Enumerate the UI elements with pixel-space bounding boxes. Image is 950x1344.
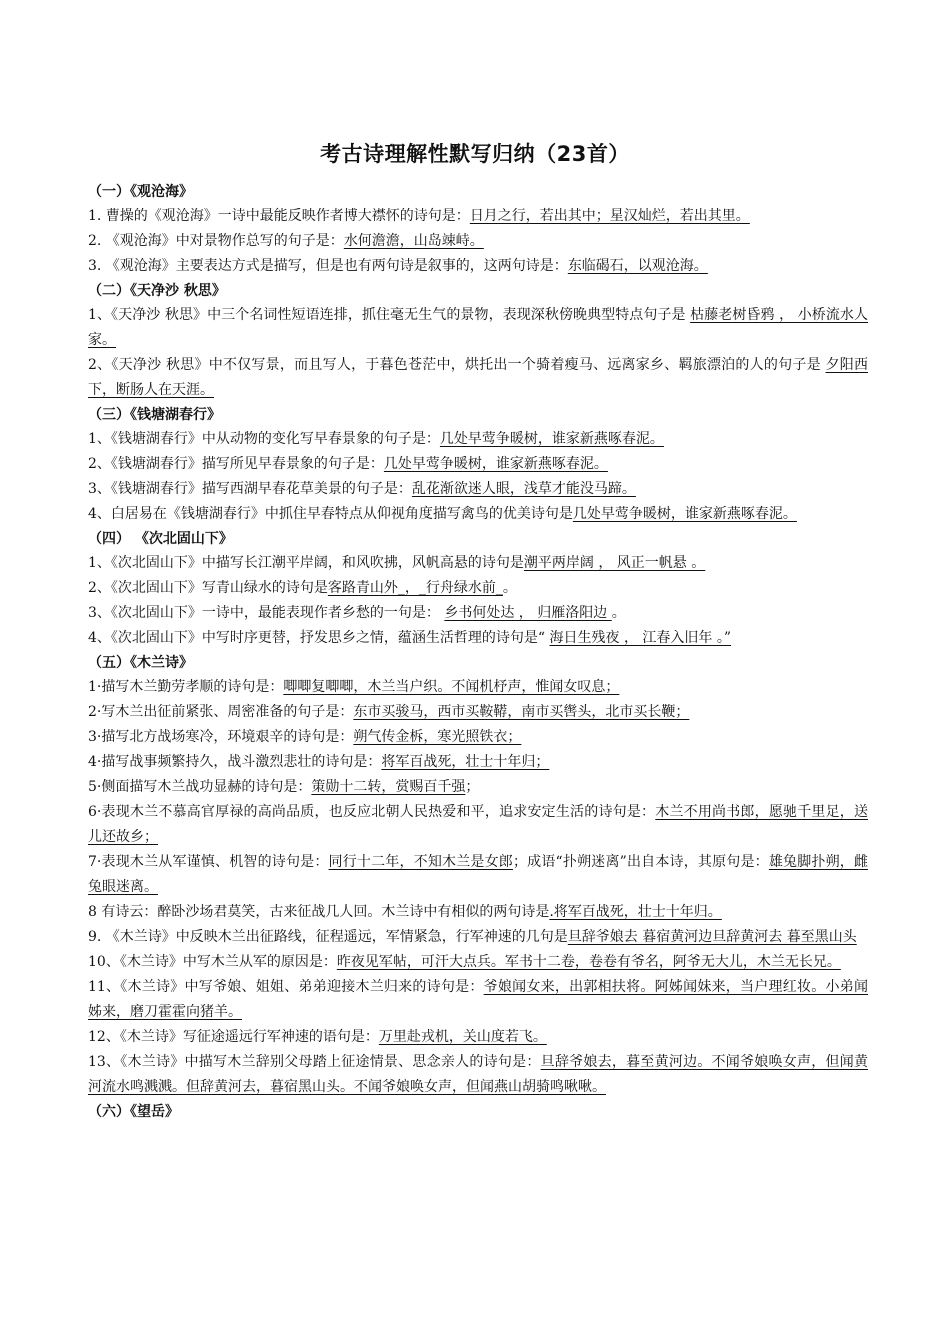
answer-text: 爷娘闻女来，出郭相扶将。阿姊闻妹来，当户理红妆。小弟闻姊来，磨刀霍霍向猪羊。: [88, 979, 868, 1020]
question-text: 9. 《木兰诗》中反映木兰出征路线，征程遥远，军情紧急，行军神速的几句是: [88, 929, 568, 945]
question-text: 1、《天净沙 秋思》中三个名词性短语连排，抓住毫无生气的景物，表现深秋傍晚典型特点句子是: [88, 307, 691, 323]
answer-text: 雄兔脚扑朔，雌兔眼迷离。: [88, 854, 868, 895]
question-text: ；成语“扑朔迷离”出自本诗，其原句是：: [512, 854, 769, 870]
answer-text: 朔气传金柝，寒光照铁衣；: [353, 729, 522, 745]
question-text: 1、《次北固山下》中描写长江潮平岸阔，和风吹拂，风帆高悬的诗句是: [88, 555, 524, 571]
question-item: [88, 775, 868, 800]
answer-text: 唧唧复唧唧，木兰当户织。不闻机杼声，惟闻女叹息；: [283, 679, 620, 695]
answer-text: 乡书何处达 ， 归雁洛阳边: [444, 605, 612, 621]
question-text: 8 有诗云：醉卧沙场君莫笑，古来征战几人回。木兰诗中有相似的两句诗是: [88, 904, 550, 920]
question-item: [88, 254, 868, 279]
question-item: [88, 700, 868, 725]
answer-text: 几处早莺争暖树，谁家新燕啄春泥。: [572, 506, 797, 522]
question-text: 2、《次北固山下》写青山绿水的诗句是: [88, 580, 328, 596]
question-item: [88, 204, 868, 229]
question-item: [88, 427, 868, 452]
question-item: [88, 1050, 868, 1100]
question-item: [88, 353, 868, 403]
question-item: [88, 950, 868, 975]
question-item: [88, 303, 868, 353]
section-heading: （六）《望岳》: [88, 1104, 179, 1120]
answer-text: 策勋十二转，赏赐百千强: [311, 779, 466, 795]
question-item: [88, 675, 868, 700]
answer-text: 乱花渐欲迷人眼，浅草才能没马蹄。: [411, 481, 636, 497]
answer-text: 同行十二年，不知木兰是女郎: [328, 854, 513, 870]
answer-text: 夕阳西下，断肠人在天涯。: [88, 357, 869, 398]
question-text: ；: [465, 779, 480, 795]
question-item: [88, 477, 868, 502]
question-text: 5·侧面描写木兰战功显赫的诗句是：: [88, 779, 312, 795]
answer-text: .将军百战死，壮士十年归。: [549, 904, 722, 920]
question-text: 4·描写战事频繁持久，战斗激烈悲壮的诗句是：: [88, 754, 382, 770]
question-item: [88, 229, 868, 254]
section-heading: （二）《天净沙 秋思》: [88, 283, 226, 299]
question-text: 4、《次北固山下》中写时序更替，抒发思乡之情，蕴涵生活哲理的诗句是“: [88, 630, 550, 646]
question-text: 7·表现木兰从军谨慎、机智的诗句是：: [88, 854, 329, 870]
answer-text: 水何澹澹，山岛竦峙。: [343, 233, 484, 249]
question-text: 2、《钱塘湖春行》描写所见早春景象的句子是：: [88, 456, 384, 472]
question-text: 13、《木兰诗》中描写木兰辞别父母踏上征途情景、思念亲人的诗句是：: [88, 1054, 541, 1070]
question-text: 。: [502, 580, 517, 596]
question-text: 1·描写木兰勤劳孝顺的诗句是：: [88, 679, 284, 695]
question-item: [88, 975, 868, 1025]
question-text: 2. 《观沧海》中对景物作总写的句子是：: [88, 233, 344, 249]
answer-text: 客路青山外_，_行舟绿水前_: [327, 580, 503, 596]
answer-text: 日月之行，若出其中；星汉灿烂，若出其里。: [469, 208, 750, 224]
document-body: [88, 180, 868, 1124]
answer-text: 旦辞爷娘去，暮至黄河边。不闻爷娘唤女声，但闻黄河流水鸣溅溅。但辞黄河去，暮宿黑山头。不闻爷娘唤女声，但闻燕山胡骑鸣啾啾。: [88, 1054, 868, 1095]
question-item: [88, 900, 868, 925]
section-heading: （五）《木兰诗》: [88, 655, 193, 671]
answer-text: 几处早莺争暖树，谁家新燕啄春泥。: [383, 456, 608, 472]
section-heading: （四） 《次北固山下》: [88, 531, 233, 547]
question-item: [88, 502, 868, 527]
question-item: [88, 551, 868, 576]
question-item: [88, 725, 868, 750]
question-item: [88, 750, 868, 775]
answer-text: 东临碣石，以观沧海。: [567, 258, 708, 274]
answer-text: 海日生残夜 ， 江春入旧年 。”: [549, 630, 732, 646]
answer-text: 旦辞爷娘去 暮宿黄河边旦辞黄河去 暮至黑山头: [567, 929, 857, 945]
section-heading: （三）《钱塘湖春行》: [88, 407, 221, 423]
question-text: 。: [611, 605, 626, 621]
answer-text: 枯藤老树昏鸦 ， 小桥流水人家。: [88, 307, 869, 348]
question-item: [88, 800, 868, 850]
question-item: [88, 452, 868, 477]
question-text: 3·描写北方战场寒冷，环境艰辛的诗句是：: [88, 729, 354, 745]
answer-text: 昨夜见军帖，可汗大点兵。军书十二卷，卷卷有爷名，阿爷无大儿，木兰无长兄。: [336, 954, 841, 970]
question-text: 3、《次北固山下》一诗中，最能表现作者乡愁的一句是：: [88, 605, 445, 621]
question-item: [88, 850, 868, 900]
question-text: 11、《木兰诗》中写爷娘、姐姐、弟弟迎接木兰归来的诗句是：: [88, 979, 484, 995]
section-heading: （一）《观沧海》: [88, 184, 193, 200]
question-text: 2·写木兰出征前紧张、周密准备的句子是：: [88, 704, 354, 720]
question-text: 4、白居易在《钱塘湖春行》中抓住早春特点从仰视角度描写禽鸟的优美诗句是: [88, 506, 573, 522]
question-item: [88, 576, 868, 601]
question-item: [88, 925, 868, 950]
question-item: [88, 1025, 868, 1050]
question-text: 1. 曹操的《观沧海》一诗中最能反映作者博大襟怀的诗句是：: [88, 208, 470, 224]
question-text: 10、《木兰诗》中写木兰从军的原因是：: [88, 954, 337, 970]
answer-text: 将军百战死，壮士十年归；: [381, 754, 550, 770]
answer-text: 东市买骏马，西市买鞍鞯，南市买辔头，北市买长鞭；: [353, 704, 690, 720]
question-text: 12、《木兰诗》写征途遥远行军神速的语句是：: [88, 1029, 379, 1045]
page-title: 考古诗理解性默写归纳（23首）: [320, 142, 630, 166]
answer-text: 万里赴戎机，关山度若飞。: [378, 1029, 547, 1045]
question-text: 6·表现木兰不慕高官厚禄的高尚品质，也反应北朝人民热爱和平，追求安定生活的诗句是：: [88, 804, 656, 820]
answer-text: 潮平两岸阔 ， 风正一帆悬 。: [523, 555, 706, 571]
question-text: 3. 《观沧海》主要表达方式是描写，但是也有两句诗是叙事的，这两句诗是：: [88, 258, 568, 274]
question-item: [88, 601, 868, 626]
question-item: [88, 626, 868, 651]
question-text: 1、《钱塘湖春行》中从动物的变化写早春景象的句子是：: [88, 431, 440, 447]
answer-text: 几处早莺争暖树，谁家新燕啄春泥。: [439, 431, 664, 447]
question-text: 3、《钱塘湖春行》描写西湖早春花草美景的句子是：: [88, 481, 412, 497]
question-text: 2、《天净沙 秋思》中不仅写景，而且写人，于暮色苍茫中，烘托出一个骑着瘦马、远离家乡、羁旅漂泊的人的句子是: [88, 357, 826, 373]
answer-text: 木兰不用尚书郎，愿驰千里足，送儿还故乡；: [88, 804, 869, 845]
